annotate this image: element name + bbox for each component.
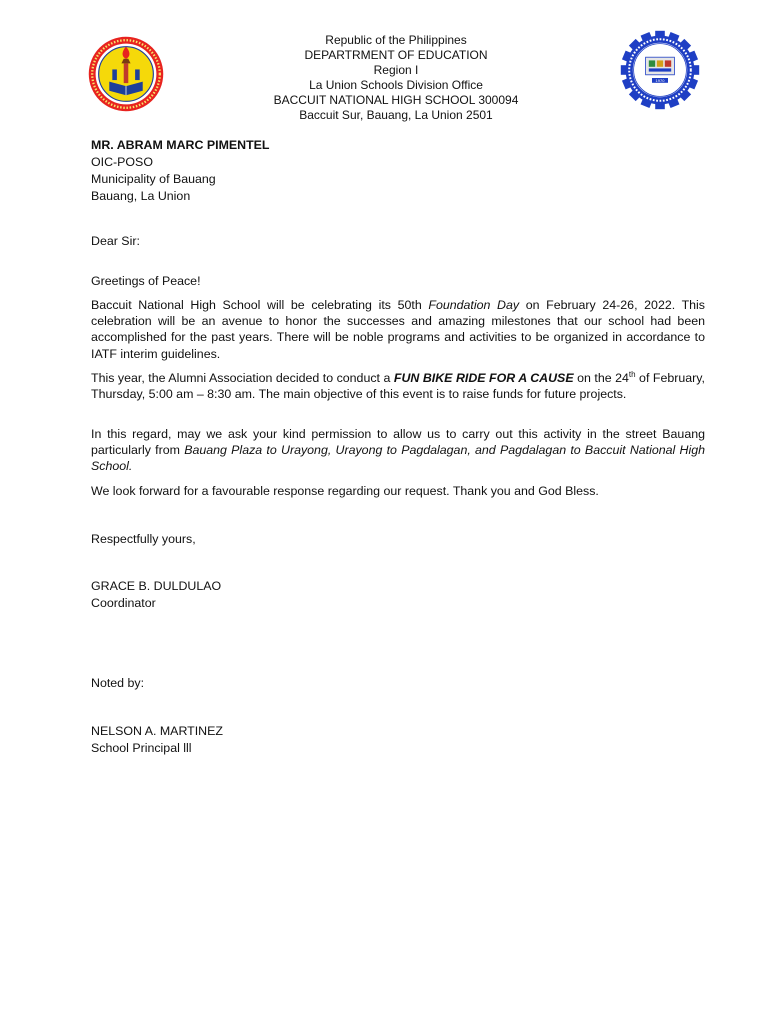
paragraph1-text-a: Baccuit National High School will be celebrating its 50th (91, 298, 429, 312)
letterhead-address: Baccuit Sur, Bauang, La Union 2501 (299, 108, 493, 122)
letterhead-department: DEPARTRMENT OF EDUCATION (304, 48, 488, 62)
salutation: Dear Sir: (91, 234, 140, 248)
paragraph1-foundation-day: Foundation Day (428, 298, 520, 312)
recipient-office: Municipality of Bauang (91, 172, 216, 186)
signatory2-title: School Principal lll (91, 741, 192, 755)
letterhead-region: Region I (373, 63, 419, 77)
greeting: Greetings of Peace! (91, 274, 201, 288)
recipient-block (91, 137, 705, 205)
paragraph3-text-a: In this regard, may we ask your kind permission to allow us to carry out this activity in the street Bauang particularly from (91, 427, 705, 458)
department-of-education-seal-icon (88, 36, 164, 112)
signatory1-name: GRACE B. DULDULAO (91, 579, 222, 593)
signatory2-name: NELSON A. MARTINEZ (91, 724, 223, 738)
paragraph-request: We look forward for a favourable response regarding our request. Thank you and God Bless. (91, 484, 599, 498)
paragraph1-text-c: on February 24-26, 2022. This celebration will be an avenue to honor the successes and amazing milestones that our school had been accomplished for the past years. There will be noble programs and activities to be organized in accordance to IATF interim guidelines. (91, 298, 705, 361)
paragraph-route (91, 426, 705, 475)
recipient-address: Bauang, La Union (91, 189, 191, 203)
closing: Respectfully yours, (91, 532, 196, 546)
paragraph2-text-a: This year, the Alumni Association decided to conduct a (91, 371, 394, 385)
noted-by-label: Noted by: (91, 676, 145, 690)
paragraph-foundation-day (91, 297, 705, 362)
letterhead (200, 33, 592, 123)
paragraph2-ordinal: th (628, 369, 636, 379)
seal-year-text: 1970 (655, 78, 665, 83)
paragraph3-route: Bauang Plaza to Urayong, Urayong to Pagdalagan, and Pagdalagan to Baccuit National High School. (91, 443, 706, 474)
letterhead-country: Republic of the Philippines (325, 33, 467, 47)
baccuit-national-high-school-seal-icon (620, 30, 700, 110)
signatory1-title: Coordinator (91, 596, 156, 610)
paragraph2-event-name: FUN BIKE RIDE FOR A CAUSE (393, 371, 574, 385)
paragraph2-text-c: on the 24 (573, 371, 629, 385)
paragraph2-text-e: of February, Thursday, 5:00 am – 8:30 am. The main objective of this event is to raise funds for future projects. (91, 371, 705, 402)
paragraph-bike-ride (91, 370, 705, 402)
recipient-name: MR. ABRAM MARC PIMENTEL (91, 138, 270, 152)
letterhead-division: La Union Schools Division Office (309, 78, 483, 92)
recipient-position: OIC-POSO (91, 155, 153, 169)
letterhead-school: BACCUIT NATIONAL HIGH SCHOOL 300094 (273, 93, 519, 107)
